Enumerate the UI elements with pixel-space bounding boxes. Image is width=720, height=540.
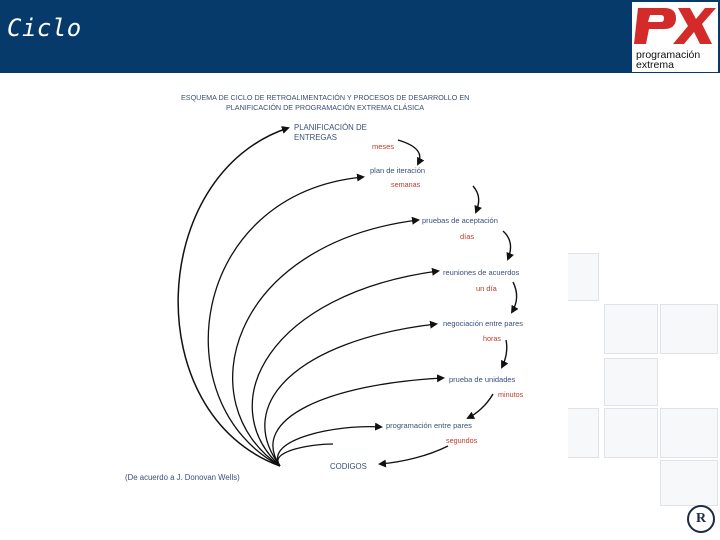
decor-tile — [565, 408, 599, 458]
stage-3-time: días — [460, 232, 475, 241]
decor-tile — [604, 304, 658, 354]
arrow-inner-1 — [278, 444, 333, 466]
flow-arrow-7 — [380, 446, 448, 464]
registered-seal-icon: R — [687, 505, 715, 533]
stage-6-label: prueba de unidades — [449, 375, 516, 384]
diagram-canvas — [118, 84, 568, 494]
arrow-to-reuniones — [252, 271, 438, 466]
logo-text-line1: programación — [636, 49, 701, 61]
stage-6-time: minutos — [498, 390, 524, 399]
stage-5-time: horas — [483, 334, 501, 343]
flow-arrow-6 — [468, 394, 493, 418]
flow-arrow-3 — [503, 231, 511, 259]
header-bar — [0, 0, 720, 73]
stage-1-time: meses — [372, 142, 395, 151]
diagram-heading-line2: PLANIFICACIÓN DE PROGRAMACIÓN EXTREMA CLÁSICA — [226, 103, 425, 112]
stage-4-label: reuniones de acuerdos — [443, 268, 520, 277]
stage-4-time: un día — [476, 284, 497, 293]
flow-arrow-4 — [512, 282, 517, 312]
arrow-to-planificacion — [178, 128, 288, 466]
stage-7-label: programación entre pares — [386, 421, 472, 430]
stage-2-label: plan de iteración — [370, 166, 426, 175]
stage-7-time: segundos — [446, 436, 478, 445]
arrow-to-negociacion — [265, 324, 436, 466]
stage-1-label-line2: ENTREGAS — [294, 133, 337, 142]
logo-text-line2: extrema — [636, 59, 674, 71]
decor-tile — [604, 358, 658, 406]
decor-tile — [660, 408, 718, 458]
flow-arrow-1 — [398, 140, 420, 164]
page-title: Ciclo — [7, 14, 82, 42]
flow-arrow-5 — [502, 340, 507, 367]
stage-2-time: semanas — [391, 180, 421, 189]
feedback-cycle-diagram — [118, 84, 568, 494]
arrow-to-plan-iteracion — [208, 177, 363, 466]
xp-logo-mark — [632, 2, 718, 48]
arrow-to-programacion-pares — [278, 427, 381, 466]
stage-1-label: PLANIFICACIÓN DE — [294, 123, 367, 132]
decor-tile — [604, 408, 658, 458]
diagram-heading-line1: ESQUEMA DE CICLO DE RETROALIMENTACIÓN Y PROCESOS DE DESARROLLO EN — [181, 93, 470, 102]
stage-3-label: pruebas de aceptación — [422, 216, 498, 225]
decor-tile — [660, 460, 718, 506]
decor-tile — [565, 253, 599, 301]
stage-5-label: negociación entre pares — [443, 319, 524, 328]
flow-arrow-2 — [473, 186, 479, 212]
diagram-credit: (De acuerdo a J. Donovan Wells) — [125, 473, 240, 482]
xp-logo — [632, 2, 718, 72]
decor-tile — [660, 304, 718, 354]
stage-8-label: CODIGOS — [330, 462, 367, 471]
